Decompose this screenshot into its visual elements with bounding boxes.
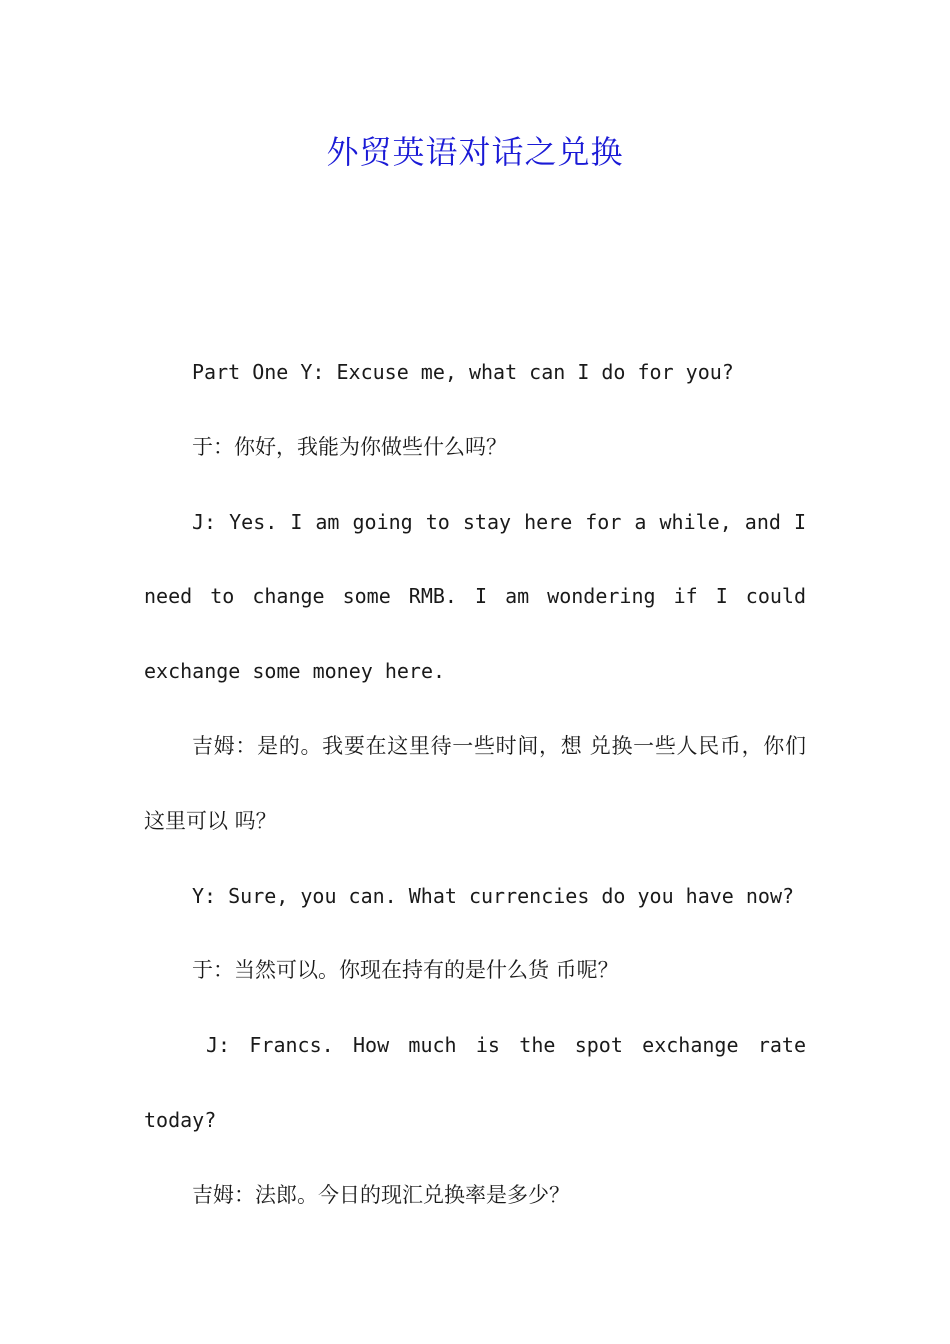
paragraph: Part One Y: Excuse me, what can I do for you? bbox=[192, 360, 734, 384]
document-title: 外贸英语对话之兑换 bbox=[326, 133, 624, 171]
document-body bbox=[144, 335, 806, 1233]
paragraph: J: Francs. How much is the spot exchange rate today? bbox=[144, 1033, 806, 1132]
paragraph: 于：当然可以。你现在持有的是什么货 币呢？ bbox=[192, 958, 619, 983]
paragraph: 吉姆：法郎。今日的现汇兑换率是多少？ bbox=[192, 1182, 570, 1207]
paragraph: 于：你好，我能为你做些什么吗？ bbox=[192, 434, 507, 459]
paragraph: J: Yes. I am going to stay here for a while, and I need to change some RMB. I am wondering if I could exchange some money here. bbox=[144, 509, 806, 684]
paragraph: 吉姆：是的。我要在这里待一些时间，想 兑换一些人民币，你们这里可以 吗？ bbox=[144, 733, 806, 833]
paragraph: Y: Sure, you can. What currencies do you have now? bbox=[192, 883, 795, 908]
